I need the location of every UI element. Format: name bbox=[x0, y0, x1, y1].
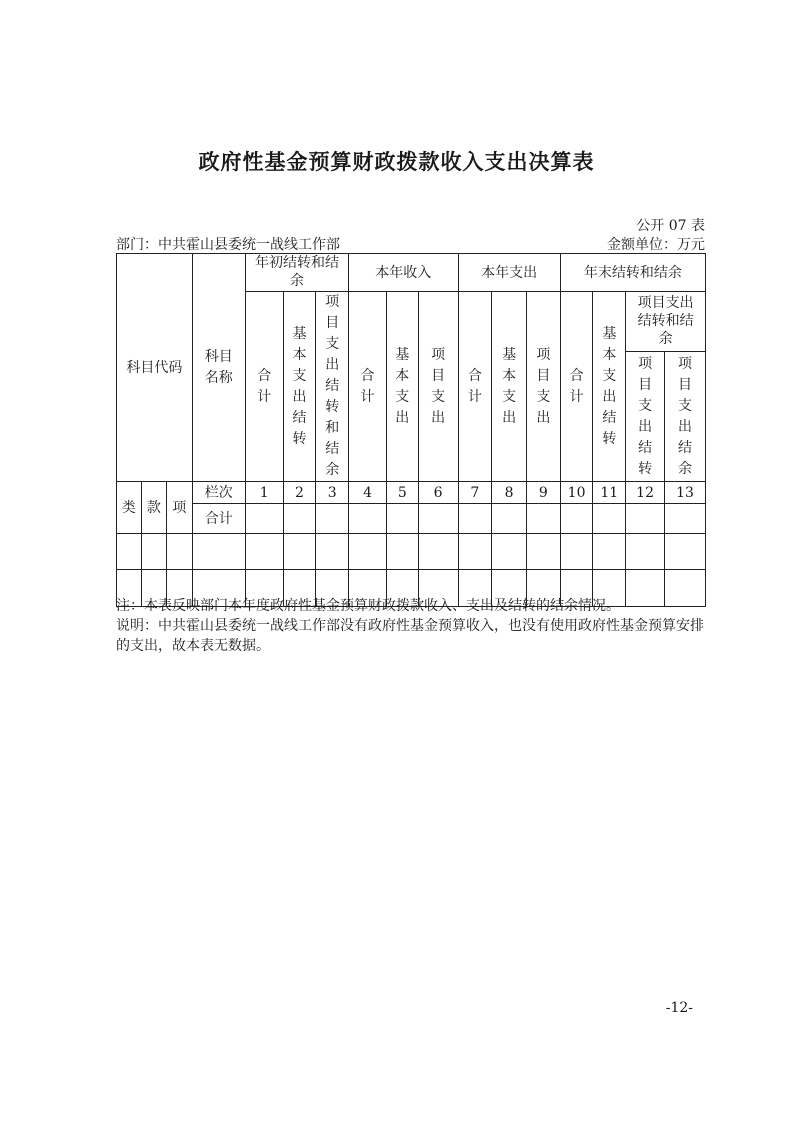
empty-cell bbox=[527, 534, 561, 570]
empty-cell bbox=[386, 504, 418, 534]
opening-basic-carry-header: 基本支出结转 bbox=[283, 292, 316, 482]
explanation-text: 说明：中共霍山县委统一战线工作部没有政府性基金预算收入，也没有使用政府性基金预算安排的支出，故本表无数据。 bbox=[116, 618, 704, 654]
empty-cell bbox=[117, 534, 142, 570]
subject-name-header: 科目名称 bbox=[192, 254, 245, 482]
item-header: 项 bbox=[167, 482, 193, 534]
line-number: 5 bbox=[386, 482, 418, 504]
department-label: 部门：中共霍山县委统一战线工作部 bbox=[116, 237, 340, 253]
note-text: 注：本表反映部门本年度政府性基金预算财政拨款收入、支出及结转的结余情况。 bbox=[116, 598, 620, 614]
empty-cell bbox=[593, 534, 626, 570]
empty-cell bbox=[386, 534, 418, 570]
expense-project-header: 项目支出 bbox=[527, 292, 561, 482]
notes bbox=[116, 596, 716, 656]
closing-balance-header: 年末结转和结余 bbox=[560, 254, 705, 292]
expense-basic-header: 基本支出 bbox=[492, 292, 527, 482]
line-number: 6 bbox=[418, 482, 458, 504]
closing-total-header: 合计 bbox=[560, 292, 593, 482]
empty-cell bbox=[492, 534, 527, 570]
empty-cell bbox=[316, 534, 349, 570]
line-number: 8 bbox=[492, 482, 527, 504]
empty-cell bbox=[245, 504, 283, 534]
line-number: 12 bbox=[626, 482, 665, 504]
empty-cell bbox=[458, 534, 492, 570]
empty-cell bbox=[665, 534, 706, 570]
empty-cell bbox=[458, 504, 492, 534]
opening-project-carry-header: 项目支出结转和结余 bbox=[316, 292, 349, 482]
empty-cell bbox=[349, 534, 387, 570]
income-basic-header: 基本支出 bbox=[386, 292, 418, 482]
line-number: 10 bbox=[560, 482, 593, 504]
empty-cell bbox=[560, 534, 593, 570]
line-number: 1 bbox=[245, 482, 283, 504]
budget-table bbox=[116, 253, 706, 607]
empty-cell bbox=[349, 504, 387, 534]
income-project-header: 项目支出 bbox=[418, 292, 458, 482]
expense-total-header: 合计 bbox=[458, 292, 492, 482]
class-header: 类 bbox=[117, 482, 142, 534]
empty-cell bbox=[167, 534, 193, 570]
line-number: 2 bbox=[283, 482, 316, 504]
empty-cell bbox=[283, 534, 316, 570]
line-number: 4 bbox=[349, 482, 387, 504]
empty-cell bbox=[626, 504, 665, 534]
empty-cell bbox=[626, 534, 665, 570]
closing-basic-carry-header: 基本支出结转 bbox=[593, 292, 626, 482]
subject-code-header: 科目代码 bbox=[117, 254, 193, 482]
empty-cell bbox=[593, 504, 626, 534]
empty-cell bbox=[316, 504, 349, 534]
empty-cell bbox=[560, 504, 593, 534]
page-number: -12- bbox=[665, 1000, 693, 1016]
line-number: 13 bbox=[665, 482, 706, 504]
line-number: 11 bbox=[593, 482, 626, 504]
empty-cell bbox=[418, 534, 458, 570]
line-number: 9 bbox=[527, 482, 561, 504]
empty-cell bbox=[245, 534, 283, 570]
page-title: 政府性基金预算财政拨款收入支出决算表 bbox=[198, 150, 595, 174]
empty-cell bbox=[527, 504, 561, 534]
closing-project-balance-header: 项目支出结余 bbox=[665, 352, 706, 482]
total-row-label: 合计 bbox=[192, 504, 245, 534]
line-number: 7 bbox=[458, 482, 492, 504]
empty-cell bbox=[492, 504, 527, 534]
income-total-header: 合计 bbox=[349, 292, 387, 482]
form-code: 公开 07 表 bbox=[636, 218, 705, 234]
section-header: 款 bbox=[141, 482, 167, 534]
line-number: 3 bbox=[316, 482, 349, 504]
expense-header: 本年支出 bbox=[458, 254, 560, 292]
empty-cell bbox=[192, 534, 245, 570]
opening-balance-header: 年初结转和结余 bbox=[245, 254, 348, 292]
closing-project-carry-only-header: 项目支出结转 bbox=[626, 352, 665, 482]
empty-cell bbox=[283, 504, 316, 534]
line-label: 栏次 bbox=[192, 482, 245, 504]
closing-project-carry-header: 项目支出结转和结余 bbox=[626, 292, 706, 352]
empty-cell bbox=[665, 504, 706, 534]
empty-cell bbox=[418, 504, 458, 534]
unit-label: 金额单位：万元 bbox=[607, 237, 705, 253]
empty-cell bbox=[141, 534, 167, 570]
income-header: 本年收入 bbox=[349, 254, 458, 292]
opening-total-header: 合计 bbox=[245, 292, 283, 482]
